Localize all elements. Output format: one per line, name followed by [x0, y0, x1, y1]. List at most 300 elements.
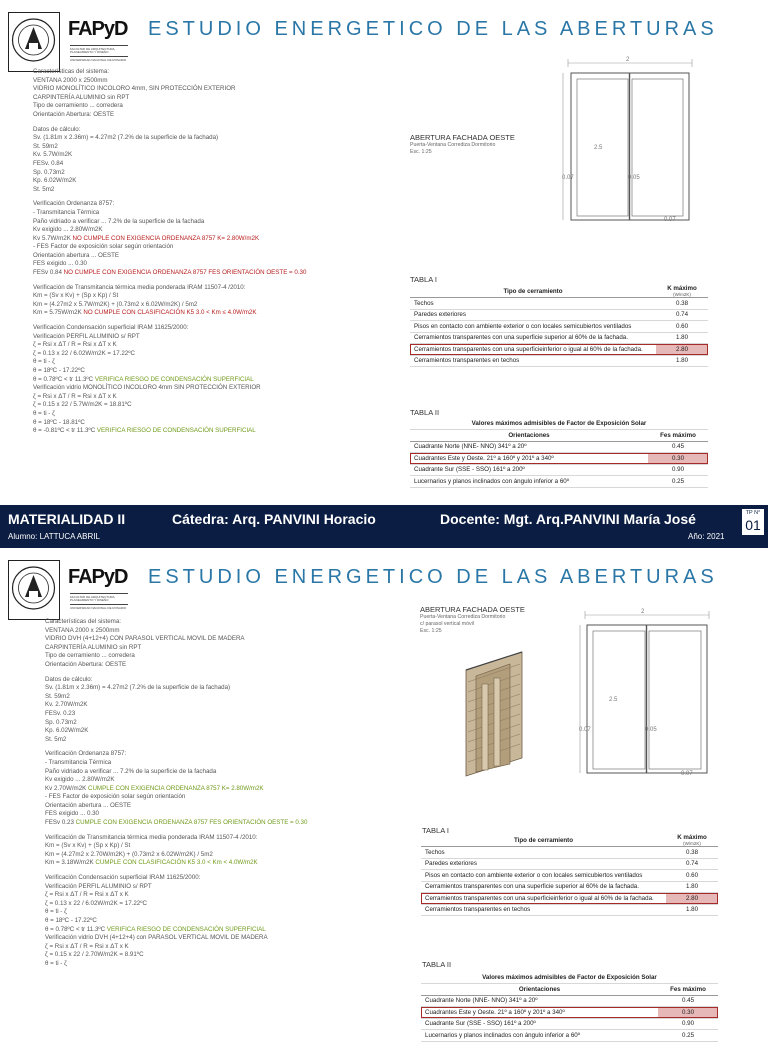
- cell-k: 0.74: [656, 309, 708, 321]
- spec-text: Verificación vidrio DVH (4+12+4) con PARASOL VERTICAL MOVIL DE MADERA: [45, 934, 268, 942]
- spec-text: ζ = 0.15 x 22 / 5.7W/m2K = 18.81ºC: [33, 401, 132, 409]
- spec-line: [33, 186, 363, 195]
- spec-line: [33, 427, 363, 436]
- cell-k: 0.38: [666, 847, 718, 859]
- cell-tipo: Paredes exteriores: [421, 858, 666, 870]
- spec-line: [33, 252, 363, 261]
- spec-line: [45, 883, 375, 892]
- spec-line: [45, 834, 375, 843]
- tabla-2: [410, 418, 708, 488]
- spec-line: [45, 943, 375, 952]
- spec-text: θ = 18ºC - 17.22ºC: [45, 917, 97, 924]
- spec-text: Características del sistema:: [45, 618, 121, 625]
- table-row: [410, 476, 708, 488]
- table-header: [410, 430, 708, 442]
- dim-top-label: 2: [641, 609, 645, 615]
- spec-line: [45, 644, 375, 653]
- tabla-2: [421, 972, 718, 1042]
- cell-tipo: Cerramientos transparentes con una superficieinferior o igual al 60% de la fachada.: [421, 893, 666, 905]
- spec-line: [45, 802, 375, 811]
- spec-line: [45, 618, 375, 627]
- tp-number-badge: [741, 508, 765, 536]
- dim-side-label: 2.5: [594, 145, 603, 151]
- spec-text: Kv exigido ... 2.80W/m2K: [45, 776, 115, 784]
- col-header-k: [656, 285, 708, 298]
- logos: [8, 560, 128, 620]
- spec-text: FESv. 0.23: [45, 709, 76, 717]
- spec-text: Orientación abertura ... OESTE: [45, 801, 131, 809]
- cell-fes: 0.45: [658, 995, 718, 1007]
- spec-text: VENTANA 2000 x 2500mm: [45, 626, 120, 634]
- cell-orientacion: Cuadrante Norte (NNE- NNO) 341º a 20º: [421, 995, 658, 1007]
- spec-line: [45, 926, 375, 935]
- col-header-k-unit: (W/m2K): [683, 841, 701, 846]
- cell-k: 1.80: [656, 332, 708, 344]
- table-row: [421, 1007, 718, 1019]
- spec-line: [45, 819, 375, 828]
- tp-label: TP N°: [745, 510, 761, 516]
- spec-text: - Transmitancia Térmica: [45, 758, 112, 766]
- system-spec-text: [45, 618, 375, 969]
- spec-line: [45, 719, 375, 728]
- spec-text: Verificación PERFIL ALUMINIO s/ RPT: [33, 332, 140, 340]
- spec-line: [33, 410, 363, 419]
- spec-line: [45, 684, 375, 693]
- fapyd-logo-text: FAPyD: [68, 566, 128, 588]
- spec-text: VIDRIO MONOLÍTICO INCOLORO 4mm, SIN PROTECCIÓN EXTERIOR: [33, 85, 236, 93]
- spec-line: [33, 401, 363, 410]
- spec-text: ζ = 0.15 x 22 / 2.70W/m2K = 8.91ºC: [45, 951, 144, 959]
- fapyd-logo: [68, 560, 132, 620]
- spec-text: FESv 0.23: [45, 819, 76, 827]
- col-header-k-unit: (W/m2K): [673, 292, 691, 297]
- spec-line: [33, 177, 363, 186]
- cell-orientacion: Cuadrantes Este y Oeste. 21º a 160º y 201º a 340º: [421, 1007, 658, 1019]
- drawing-caption: [410, 133, 515, 156]
- spec-line: [33, 284, 363, 293]
- spec-line: [45, 900, 375, 909]
- spec-line: [45, 661, 375, 670]
- spec-text: Verificación Ordenanza 8757:: [33, 200, 115, 208]
- table-row: [421, 995, 718, 1007]
- subject-name: MATERIALIDAD II: [8, 511, 126, 527]
- spec-line: [33, 94, 363, 103]
- spec-text: FES exigido ... 0.30: [45, 810, 99, 818]
- spec-line: [33, 309, 363, 318]
- spec-line: [33, 269, 363, 278]
- logo-subtext-1: FACULTAD DE ARQUITECTURA, PLANEAMIENTO Y DISEÑO: [70, 47, 116, 55]
- table-row: [421, 1030, 718, 1042]
- logo-subtext-1: FACULTAD DE ARQUITECTURA, PLANEAMIENTO Y DISEÑO: [70, 595, 116, 603]
- cell-tipo: Cerramientos transparentes en techos: [410, 355, 656, 367]
- table-row: [410, 344, 708, 356]
- spec-text: Sp. 0.73m2: [45, 718, 77, 726]
- table-row: [410, 441, 708, 453]
- spec-line: [33, 384, 363, 393]
- spec-text: θ = ti - ζ: [33, 358, 55, 366]
- drawing-subtitle: Puerta-Ventana Corrediza Dormitorio: [410, 142, 496, 148]
- table-caption: Valores máximos admisibles de Factor de Exposición Solar: [410, 418, 708, 430]
- spec-line: [45, 652, 375, 661]
- spec-text: Km = (4.27m2 x 2.70W/m2K) + (0.73m2 x 6.02W/m2K) / 5m2: [45, 850, 213, 858]
- table-row: [410, 453, 708, 465]
- spec-line: [45, 693, 375, 702]
- table-row: [421, 847, 718, 859]
- cell-orientacion: Cuadrante Sur (SSE - SSO) 161º a 200º: [421, 1018, 658, 1030]
- spec-line: [33, 160, 363, 169]
- spec-text: Paño vidriado a verificar ... 7.2% de la superficie de la fachada: [33, 217, 205, 225]
- spec-line: [45, 960, 375, 969]
- cell-tipo: Cerramientos transparentes con una superficie superior al 60% de la fachada.: [421, 881, 666, 893]
- university-seal-icon: [8, 560, 60, 620]
- pass-verdict: CUMPLE CON EXIGENCIA ORDENANZA 8757 K= 2.80W/m2K: [87, 784, 264, 792]
- sunshade-3d-drawing: [462, 648, 582, 778]
- tabla-1-label: TABLA I: [422, 826, 449, 835]
- spec-text: CARPINTERÍA ALUMINIO sin RPT: [33, 93, 130, 101]
- spec-text: - FES Factor de exposición solar según orientación: [33, 243, 174, 251]
- spec-text: θ = 0.78ºC < tr 11.3ºC: [33, 375, 95, 383]
- spec-text: CARPINTERÍA ALUMINIO sin RPT: [45, 643, 142, 651]
- spec-text: VIDRIO DVH (4+12+4) CON PARASOL VERTICAL MOVIL DE MADERA: [45, 635, 245, 643]
- spec-line: [33, 85, 363, 94]
- cell-k: 2.80: [666, 893, 718, 905]
- cell-k: 1.80: [666, 881, 718, 893]
- spec-line: [33, 111, 363, 120]
- cell-tipo: Pisos en contacto con ambiente exterior o con locales semicubiertos ventilados: [421, 870, 666, 882]
- spec-line: [45, 727, 375, 736]
- logo-divider: [70, 45, 128, 46]
- spec-text: θ = 0.78ºC < tr 11.3ºC: [45, 925, 107, 933]
- spec-text: Verificación Ordenanza 8757:: [45, 750, 127, 758]
- spec-line: [45, 635, 375, 644]
- cell-tipo: Techos: [421, 847, 666, 859]
- dim-b-label: 0.05: [645, 727, 657, 733]
- table-row: [421, 881, 718, 893]
- col-header-tipo: Tipo de cerramiento: [410, 285, 656, 298]
- spec-text: Km = 5.75W/m2K: [33, 309, 84, 317]
- cell-tipo: Paredes exteriores: [410, 309, 656, 321]
- spec-line: [45, 776, 375, 785]
- spec-text: Verificación vidrio MONOLÍTICO INCOLORO 4mm SIN PROTECCIÓN EXTERIOR: [33, 384, 261, 392]
- spec-line: [33, 218, 363, 227]
- cell-k: 0.74: [666, 858, 718, 870]
- university-seal-icon: [8, 12, 60, 72]
- spec-text: FES exigido ... 0.30: [33, 260, 87, 268]
- spec-text: Sv. (1.81m x 2.36m) = 4.27m2 (7.2% de la superficie de la fachada): [45, 684, 231, 692]
- spec-line: [33, 235, 363, 244]
- spec-line: [33, 376, 363, 385]
- drawing-scale: Esc. 1:25: [410, 149, 432, 155]
- spec-line: [33, 209, 363, 218]
- spec-text: Sp. 0.73m2: [33, 168, 65, 176]
- spec-line: [45, 736, 375, 745]
- cell-tipo: Techos: [410, 298, 656, 310]
- spec-text: Km = 3.18W/m2K: [45, 859, 96, 867]
- spec-line: [45, 750, 375, 759]
- cell-fes: 0.45: [648, 441, 708, 453]
- spec-text: St. 59m2: [33, 142, 58, 150]
- fapyd-logo-text: FAPyD: [68, 18, 128, 40]
- spec-text: ζ = Rsi x ΔT / R = Rsi x ΔT x K: [33, 392, 117, 400]
- spec-text: Datos de cálculo:: [45, 675, 93, 683]
- col-header-k-label: K máximo: [677, 834, 707, 841]
- spec-text: - FES Factor de exposición solar según orientación: [45, 793, 186, 801]
- spec-line: [45, 793, 375, 802]
- cell-tipo: Cerramientos transparentes con una superficieinferior o igual al 60% de la fachada.: [410, 344, 656, 356]
- spec-line: [33, 151, 363, 160]
- spec-line: [33, 68, 363, 77]
- table-header: [421, 834, 718, 847]
- spec-text: Orientación Abertura: OESTE: [45, 660, 127, 668]
- spec-text: Paño vidriado a verificar ... 7.2% de la superficie de la fachada: [45, 767, 217, 775]
- spec-line: [45, 810, 375, 819]
- spec-line: [33, 260, 363, 269]
- table-header: [421, 984, 718, 996]
- table-row: [421, 893, 718, 905]
- cell-k: 0.60: [666, 870, 718, 882]
- spec-text: θ = -0.81ºC < tr 11.3ºC: [33, 427, 97, 435]
- spec-text: Km = (Sv x Kv) + (Sp x Kp) / St: [33, 292, 119, 300]
- student-name: Alumno: LATTUCA ABRIL: [8, 532, 100, 541]
- page-title: ESTUDIO ENERGETICO DE LAS ABERTURAS: [148, 18, 718, 40]
- table-row: [410, 298, 708, 310]
- cell-k: 0.60: [656, 321, 708, 333]
- cell-fes: 0.25: [648, 476, 708, 488]
- cell-orientacion: Cuadrante Sur (SSE - SSO) 161º a 200º: [410, 464, 648, 476]
- dim-c-label: 0.07: [664, 217, 676, 223]
- spec-text: Sv. (1.81m x 2.36m) = 4.27m2 (7.2% de la superficie de la fachada): [33, 134, 219, 142]
- spec-text: ζ = Rsi x ΔT / R = Rsi x ΔT x K: [45, 891, 129, 899]
- spec-line: [33, 350, 363, 359]
- table-caption-row: [421, 972, 718, 984]
- spec-line: [33, 126, 363, 135]
- spec-text: Verificación de Transmitancia térmica media ponderada IRAM 11507-4 /2010:: [33, 283, 246, 291]
- tabla-1-label: TABLA I: [410, 275, 437, 284]
- logo-subtext-2: UNIVERSIDAD NACIONAL DE ROSARIO: [70, 606, 127, 610]
- table-row: [410, 464, 708, 476]
- spec-line: [33, 292, 363, 301]
- spec-text: θ = 18ºC - 18.81ºC: [33, 418, 85, 426]
- cell-k: 0.38: [656, 298, 708, 310]
- spec-line: [45, 759, 375, 768]
- spec-line: [33, 102, 363, 111]
- dim-a-label: 0.07: [562, 175, 574, 181]
- table-row: [421, 904, 718, 916]
- col-header-tipo: Tipo de cerramiento: [421, 834, 666, 847]
- spec-text: Verificación PERFIL ALUMINIO s/ RPT: [45, 882, 152, 890]
- spec-text: Verificación Condensación superficial IRAM 11625/2000:: [45, 874, 201, 882]
- spec-text: Kp. 6.02W/m2K: [33, 177, 77, 185]
- col-header-fes: Fes máximo: [648, 430, 708, 442]
- spec-text: θ = ti - ζ: [45, 908, 67, 916]
- spec-line: [33, 243, 363, 252]
- col-header-orientaciones: Orientaciones: [410, 430, 648, 442]
- fail-verdict: NO CUMPLE CON CLASIFICACIÓN K5 3.0 < Km ≤ 4.0W/m2K: [83, 309, 257, 317]
- footer-band: [0, 505, 768, 548]
- drawing-title: ABERTURA FACHADA OESTE: [420, 605, 525, 614]
- dim-c-label: 0.07: [681, 771, 693, 777]
- spec-line: [45, 701, 375, 710]
- pass-verdict: VERIFICA RIESGO DE CONDENSACIÓN SUPERFICIAL: [94, 375, 254, 383]
- dim-top-label: 2: [626, 57, 630, 63]
- tabla-2-label: TABLA II: [422, 960, 452, 969]
- year-label: Año: 2021: [688, 532, 725, 541]
- cell-k: 1.80: [666, 904, 718, 916]
- table-row: [421, 870, 718, 882]
- spec-line: [45, 710, 375, 719]
- spec-line: [45, 908, 375, 917]
- tabla-1: [410, 285, 708, 367]
- cell-orientacion: Cuadrante Norte (NNE- NNO) 341º a 20º: [410, 441, 648, 453]
- spec-line: [45, 891, 375, 900]
- pass-verdict: VERIFICA RIESGO DE CONDENSACIÓN SUPERFICIAL: [106, 925, 266, 933]
- spec-text: Verificación de Transmitancia térmica media ponderada IRAM 11507-4 /2010:: [45, 833, 258, 841]
- fail-verdict: NO CUMPLE CON EXIGENCIA ORDENANZA 8757 FES ORIENTACIÓN OESTE = 0.30: [63, 269, 307, 277]
- dim-a-label: 0.07: [579, 727, 591, 733]
- spec-line: [45, 627, 375, 636]
- cell-tipo: Cerramientos transparentes con una superficie superior al 60% de la fachada.: [410, 332, 656, 344]
- spec-line: [33, 333, 363, 342]
- spec-line: [33, 393, 363, 402]
- pass-verdict: VERIFICA RIESGO DE CONDENSACIÓN SUPERFICIAL: [96, 427, 256, 435]
- spec-text: Kv. 5.7W/m2K: [33, 151, 73, 159]
- spec-text: Características del sistema:: [33, 68, 109, 75]
- table-caption: Valores máximos admisibles de Factor de Exposición Solar: [421, 972, 718, 984]
- spec-text: VENTANA 2000 x 2500mm: [33, 76, 108, 84]
- col-header-orientaciones: Orientaciones: [421, 984, 658, 996]
- cell-orientacion: Lucernarios y planos inclinados con ángulo inferior a 60º: [421, 1030, 658, 1042]
- spec-text: FESv 0.84: [33, 269, 64, 277]
- drawing-subtitle-2: c/ parasol vertical móvil: [420, 621, 474, 627]
- table-row: [421, 1018, 718, 1030]
- logo-divider: [70, 56, 128, 57]
- spec-line: [33, 358, 363, 367]
- drawing-scale: Esc. 1:25: [420, 628, 442, 634]
- spec-line: [45, 851, 375, 860]
- catedra-name: Cátedra: Arq. PANVINI Horacio: [172, 511, 376, 527]
- cell-tipo: Cerramientos transparentes en techos: [421, 904, 666, 916]
- spec-line: [33, 324, 363, 333]
- spec-line: [45, 785, 375, 794]
- logo-divider: [70, 604, 128, 605]
- col-header-k-label: K máximo: [667, 285, 697, 292]
- logo-divider: [70, 593, 128, 594]
- spec-text: ζ = Rsi x ΔT / R = Rsi x ΔT x K: [45, 942, 129, 950]
- spec-line: [33, 226, 363, 235]
- pass-verdict: CUMPLE CON EXIGENCIA ORDENANZA 8757 FES ORIENTACIÓN OESTE = 0.30: [75, 819, 308, 827]
- dim-side-label: 2.5: [609, 697, 618, 703]
- spec-line: [33, 367, 363, 376]
- spec-text: Km = (4.27m2 x 5.7W/m2K) + (0.73m2 x 6.02W/m2K) / 5m2: [33, 300, 198, 308]
- spec-line: [33, 301, 363, 310]
- spec-line: [45, 874, 375, 883]
- sheet-2: [0, 548, 768, 1039]
- tabla-2-label: TABLA II: [410, 408, 440, 417]
- spec-line: [33, 169, 363, 178]
- table-row: [421, 858, 718, 870]
- drawing-title: ABERTURA FACHADA OESTE: [410, 133, 515, 142]
- spec-text: Kv 5.7W/m2K: [33, 234, 73, 242]
- spec-line: [45, 951, 375, 960]
- spec-line: [33, 77, 363, 86]
- spec-text: θ = ti - ζ: [33, 409, 55, 417]
- fail-verdict: NO CUMPLE CON EXIGENCIA ORDENANZA 8757 K= 2.80W/m2K: [72, 234, 260, 242]
- spec-text: Kv exigido ... 2.80W/m2K: [33, 226, 103, 234]
- spec-text: St. 59m2: [45, 692, 70, 700]
- spec-line: [45, 934, 375, 943]
- col-header-k: [666, 834, 718, 847]
- table-caption-row: [410, 418, 708, 430]
- table-row: [410, 309, 708, 321]
- cell-fes: 0.30: [658, 1007, 718, 1019]
- tabla-1: [421, 834, 718, 916]
- col-header-fes: Fes máximo: [658, 984, 718, 996]
- spec-text: Verificación Condensación superficial IRAM 11625/2000:: [33, 324, 189, 332]
- table-header: [410, 285, 708, 298]
- spec-text: ζ = Rsi x ΔT / R = Rsi x ΔT x K: [33, 341, 117, 349]
- cell-orientacion: Lucernarios y planos inclinados con ángulo inferior a 60º: [410, 476, 648, 488]
- fapyd-logo: [68, 12, 132, 72]
- spec-line: [45, 842, 375, 851]
- table-row: [410, 332, 708, 344]
- spec-text: St. 5m2: [33, 185, 55, 193]
- spec-text: Tipo de cerramiento ... corredera: [45, 652, 135, 660]
- spec-text: - Transmitancia Térmica: [33, 208, 100, 216]
- spec-line: [33, 341, 363, 350]
- docente-name: Docente: Mgt. Arq.PANVINI María José: [440, 511, 696, 527]
- spec-text: θ = ti - ζ: [45, 959, 67, 967]
- window-elevation-drawing: [575, 603, 725, 783]
- logos: [8, 12, 128, 72]
- spec-line: [45, 768, 375, 777]
- dim-b-label: 0.05: [628, 175, 640, 181]
- spec-line: [45, 917, 375, 926]
- cell-tipo: Pisos en contacto con ambiente exterior o con locales semicubiertos ventilados: [410, 321, 656, 333]
- spec-text: ζ = 0.13 x 22 / 6.02W/m2K = 17.22ºC: [45, 899, 147, 907]
- cell-orientacion: Cuadrantes Este y Oeste. 21º a 160º y 201º a 340º: [410, 453, 648, 465]
- cell-fes: 0.90: [658, 1018, 718, 1030]
- spec-line: [33, 200, 363, 209]
- spec-text: Tipo de cerramiento ... corredera: [33, 102, 123, 110]
- drawing-caption: [420, 605, 525, 635]
- spec-text: Kp. 6.02W/m2K: [45, 727, 89, 735]
- system-spec-text: [33, 68, 363, 436]
- cell-fes: 0.90: [648, 464, 708, 476]
- spec-line: [33, 419, 363, 428]
- spec-line: [33, 134, 363, 143]
- spec-text: θ = 18ºC - 17.22ºC: [33, 367, 85, 374]
- pass-verdict: CUMPLE CON CLASIFICACIÓN K5 3.0 < Km < 4.0W/m2K: [95, 859, 258, 867]
- spec-line: [33, 143, 363, 152]
- spec-text: Orientación abertura ... OESTE: [33, 251, 119, 259]
- window-elevation-drawing: [560, 55, 710, 230]
- spec-text: FESv. 0.84: [33, 159, 64, 167]
- spec-line: [45, 859, 375, 868]
- spec-text: St. 5m2: [45, 735, 67, 743]
- spec-text: Datos de cálculo:: [33, 125, 81, 133]
- cell-fes: 0.30: [648, 453, 708, 465]
- table-row: [410, 321, 708, 333]
- cell-k: 1.80: [656, 355, 708, 367]
- sheet-1: [0, 0, 768, 505]
- cell-fes: 0.25: [658, 1030, 718, 1042]
- tp-number: 01: [745, 517, 761, 533]
- spec-text: Kv 2.70W/m2K: [45, 784, 88, 792]
- spec-text: Orientación Abertura: OESTE: [33, 110, 115, 118]
- logo-subtext-2: UNIVERSIDAD NACIONAL DE ROSARIO: [70, 58, 127, 62]
- spec-text: ζ = 0.13 x 22 / 6.02W/m2K = 17.22ºC: [33, 349, 135, 357]
- spec-line: [45, 676, 375, 685]
